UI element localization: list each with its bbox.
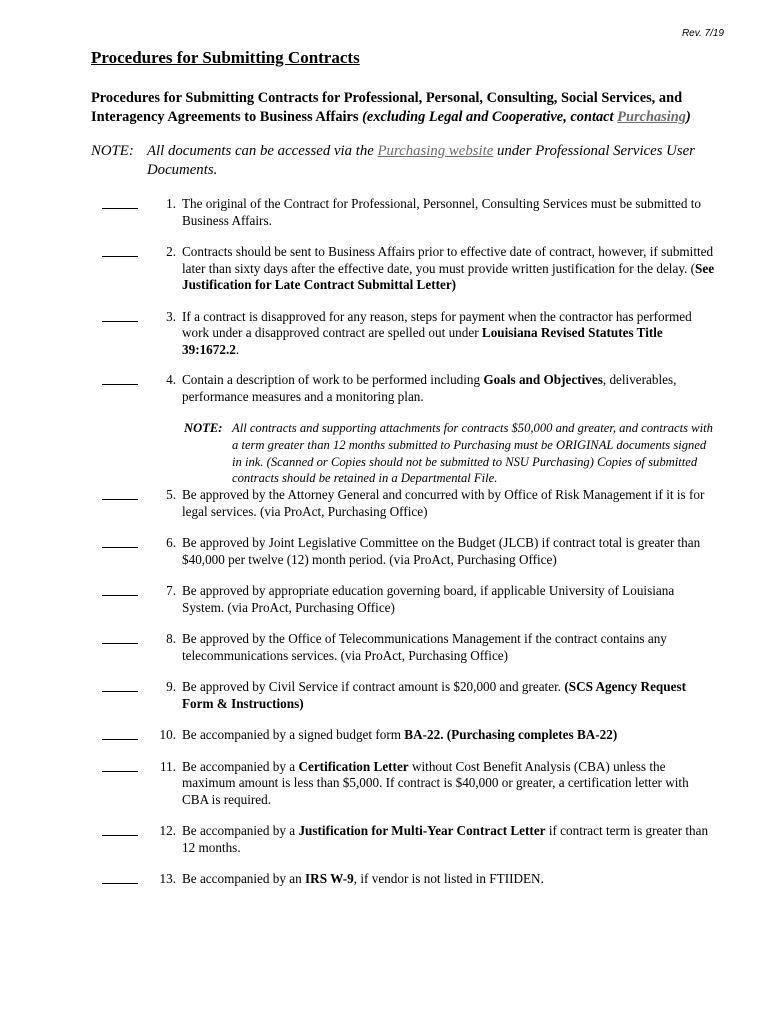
item-text-bold: BA-22. (Purchasing completes BA-22) [404,727,618,743]
checkoff-blank[interactable] [102,309,138,322]
procedure-list [0,196,770,888]
subheading-italic-suffix: ) [685,109,691,125]
item-text-run: If a contract is disapproved for any reason, steps for payment when the contractor has performed work under a disapproved contract are spelled out under [182,308,692,340]
item-text [182,196,717,229]
item-text-run: , if vendor is not listed in FTIIDEN. [353,871,544,887]
checkoff-blank[interactable] [102,372,138,385]
item-text-bold: Justification for Multi-Year Contract Letter [298,823,546,839]
list-item [0,727,770,744]
purchasing-website-link[interactable]: Purchasing website [377,143,494,159]
item-text-run: Be accompanied by a signed budget form [182,727,405,743]
item-number: 8. [166,631,176,647]
item-number: 2. [166,244,176,259]
item-text-run: Be approved by the Office of Telecommunications Management if the contract contains any telecommunications services. (via ProAct, Purchasing Office) [182,631,667,663]
list-item [0,583,770,616]
item-text [182,372,717,405]
subheading-text: Procedures for Submitting Contracts for Professional, Personal, Consulting, Social Services, and Interagency Agreements to Business Affairs [91,90,683,125]
documents-note [91,142,731,180]
item-4-note-text: All contracts and supporting attachments for contracts $50,000 and greater, and contracts with a term greater than 12 months submitted to Purchasing must be ORIGINAL documents signed in ink. (Scanned or Copies should not be submitted to NSU Purchasing) Copies of submitted contracts should be retained in a Departmental File. [232,421,713,486]
checkoff-blank[interactable] [102,487,138,500]
checkoff-blank[interactable] [102,583,138,596]
list-item [0,631,770,664]
list-item [0,759,770,809]
item-text-run: Be approved by the Attorney General and concurred with by Office of Risk Management if it is for legal services. (via ProAct, Purchasing Office) [182,487,705,519]
item-text [182,823,717,856]
item-text [182,244,717,294]
item-number: 7. [166,583,176,599]
item-number: 1. [166,196,176,211]
list-item [0,535,770,568]
checkoff-blank[interactable] [102,759,138,772]
item-number: 9. [166,679,176,695]
list-item [0,823,770,856]
item-text-run: Contracts should be sent to Business Affairs prior to effective date of contract, however, if submitted later than sixty days after the effective date, you must provide written justification for the delay. ( [182,244,714,276]
item-text [182,759,717,809]
item-number: 5. [166,487,176,503]
item-text-run: without Cost Benefit Analysis (CBA) unless the maximum amount is less than $5,000. If contract is $40,000 or greater, a certification letter with CBA is required. [182,758,689,807]
list-item [0,244,770,294]
checkoff-blank[interactable] [102,244,138,257]
list-item [0,372,770,405]
item-number: 4. [166,372,176,387]
note-text-before: All documents can be accessed via the [147,143,378,159]
page-title: Procedures for Submitting Contracts [91,48,360,67]
checkoff-blank[interactable] [102,679,138,692]
item-text [182,583,717,616]
subheading [91,89,731,127]
checkoff-blank[interactable] [102,631,138,644]
item-text-run: , deliverables, performance measures and a monitoring plan. [182,372,677,404]
item-number: 3. [166,308,176,324]
item-text-run: Be accompanied by a [182,758,299,774]
purchasing-link[interactable]: Purchasing [617,109,686,125]
subheading-italic [362,109,691,125]
item-text-run: if contract term is greater than 12 months. [182,823,709,855]
item-text-bold: (SCS Agency Request Form & Instructions) [182,679,686,711]
list-item [0,487,770,520]
checkoff-blank[interactable] [102,823,138,836]
item-text [182,309,717,359]
list-item [0,871,770,888]
list-item [0,196,770,229]
item-text-run: Be accompanied by a [182,823,299,839]
item-text-run: The original of the Contract for Professional, Personnel, Consulting Services must be submitted to Business Affairs. [182,196,701,228]
note-text-after: under Professional Services User Documents. [147,143,695,178]
note-label: NOTE: [91,143,134,159]
item-number: 11. [160,758,176,774]
item-text-bold: See Justification for Late Contract Submittal Letter) [182,260,715,292]
item-text-bold: IRS W-9 [305,871,354,887]
checkoff-blank[interactable] [102,871,138,884]
item-text-run: Be approved by Joint Legislative Committee on the Budget (JLCB) if contract total is greater than $40,000 per twelve (12) month period. (via ProAct, Purchasing Office) [182,535,701,567]
item-4-note [184,420,714,487]
revision-label: Rev. 7/19 [681,28,724,39]
item-number: 12. [159,823,176,839]
note-body [147,142,731,180]
item-number: 6. [166,535,176,551]
item-text [182,727,717,744]
list-item [0,309,770,359]
item-text [182,631,717,664]
item-text [182,871,717,888]
item-text [182,487,717,520]
item-text-run: Contain a description of work to be performed including [182,372,484,387]
subheading-italic-prefix: (excluding Legal and Cooperative, contact [362,109,618,125]
item-text-bold: Louisiana Revised Statutes Title 39:1672.2 [182,325,663,357]
item-text-run: Be approved by appropriate education governing board, if applicable University of Louisiana System. (via ProAct, Purchasing Office) [182,583,675,615]
item-text-bold: Certification Letter [298,758,409,774]
checkoff-blank[interactable] [102,196,138,209]
item-4-note-label: NOTE: [184,421,223,435]
item-text-bold: Goals and Objectives [483,372,603,387]
item-number: 10. [159,727,176,743]
item-text [182,679,717,712]
item-text-run: Be approved by Civil Service if contract amount is $20,000 and greater. [182,679,565,695]
item-text [182,535,717,568]
item-text-run: Be accompanied by an [182,871,306,887]
list-item [0,679,770,712]
checkoff-blank[interactable] [102,727,138,740]
item-text-run: . [235,341,240,357]
item-number: 13. [159,871,176,887]
checkoff-blank[interactable] [102,535,138,548]
